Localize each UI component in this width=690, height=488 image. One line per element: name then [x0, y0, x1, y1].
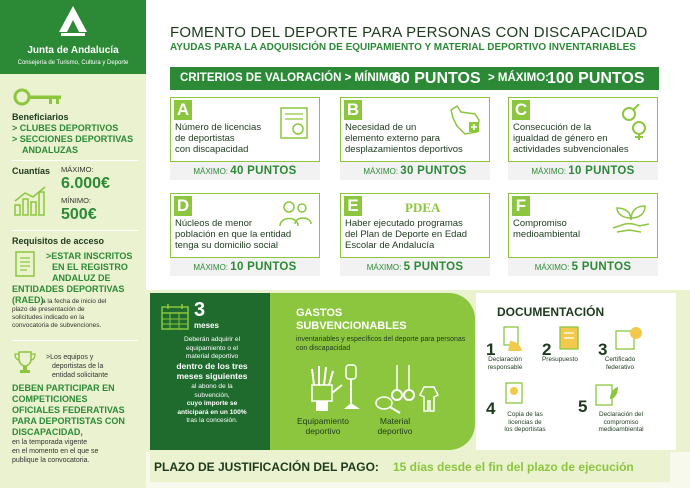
- requisito2-bold: DEBEN PARTICIPAR EN: [12, 383, 115, 393]
- requisito-line: >ESTAR INSCRITOS: [46, 251, 133, 261]
- card-body: [340, 193, 490, 258]
- gastos-item-equipamiento: Equipamiento deportivo: [297, 416, 349, 436]
- beneficiario-item: > CLUBES DEPORTIVOS: [12, 123, 119, 133]
- footer-banner: [150, 452, 670, 482]
- criterion-card-e: [340, 193, 490, 276]
- card-points: MÁXIMO: 10 PUNTOS: [193, 261, 297, 273]
- card-points: MÁXIMO: 40 PUNTOS: [193, 165, 297, 177]
- brand-name: Junta de Andalucía: [27, 45, 119, 56]
- plazo-panel: [150, 293, 270, 450]
- criteria-minimo: 60 PUNTOS: [392, 70, 481, 87]
- divider: [12, 160, 138, 161]
- criterion-card-b: [340, 97, 490, 180]
- footer-label: PLAZO DE JUSTIFICACIÓN DEL PAGO:: [154, 460, 379, 474]
- card-letter: C: [512, 100, 530, 120]
- requisito-line: (RAED): [12, 295, 44, 305]
- documentacion-panel: [476, 293, 676, 450]
- bar-chart-icon: [13, 185, 49, 217]
- requisito2-detail: >Los equipos y: [46, 354, 94, 361]
- budget-icon: [558, 325, 582, 351]
- requisitos-title: Requisitos de acceso: [12, 236, 105, 246]
- divider: [12, 230, 138, 231]
- card-description: Necesidad de un elemento externo para desplazamientos deportivos: [345, 122, 463, 155]
- junta-logo-icon: [59, 6, 87, 36]
- requisito2-bold: OFICIALES FEDERATIVAS: [12, 405, 125, 415]
- beneficiarios-title: Beneficiarios: [12, 112, 69, 122]
- criterion-card-c: [508, 97, 658, 180]
- criterion-card-a: [170, 97, 320, 180]
- requisito-detail: plazo de presentación de: [12, 306, 85, 313]
- calendar-icon: [160, 303, 190, 331]
- card-body: [170, 193, 320, 258]
- criterion-card-d: [170, 193, 320, 276]
- card-letter: D: [174, 196, 192, 216]
- brand-department: Consejería de Turismo, Cultura y Deporte: [17, 60, 129, 66]
- criteria-label: CRITERIOS DE VALORACIÓN > MÍNIMO:: [180, 72, 402, 84]
- card-points: MÁXIMO: 10 PUNTOS: [531, 165, 635, 177]
- criteria-maximo: 100 PUNTOS: [547, 70, 645, 87]
- card-description: Número de licencias de deportistas con discapacidad: [175, 122, 262, 155]
- beneficiario-item: ANDALUZAS: [22, 145, 78, 155]
- license-copy-icon: [504, 381, 526, 407]
- requisito-line: ENTIDADES DEPORTIVAS: [12, 284, 125, 294]
- footer-value: 15 días desde el fin del plazo de ejecución: [393, 460, 634, 474]
- doc-label: Certificado federativo: [604, 356, 636, 371]
- plazo-number: 3: [194, 299, 206, 321]
- card-body: [340, 97, 490, 162]
- requisito-detail: convocatoria de subvenciones.: [12, 322, 102, 329]
- criterion-card-f: [508, 193, 658, 276]
- page-subtitle: AYUDAS PARA LA ADQUISICIÓN DE EQUIPAMIENTO Y MATERIAL DEPORTIVO INVENTARIABLES: [170, 42, 636, 53]
- trophy-icon: [13, 349, 37, 375]
- maximo-label: MÁXIMO:: [61, 165, 94, 174]
- doc-number: 2: [542, 340, 552, 359]
- document-hand-icon: [502, 325, 524, 353]
- card-description: Compromiso medioambiental: [513, 218, 581, 240]
- pdea-badge: PDEA: [405, 200, 441, 215]
- gastos-item-material: Material deportivo: [377, 416, 413, 436]
- documentacion-title: DOCUMENTACIÓN: [497, 305, 605, 319]
- environmental-commitment-icon: [594, 381, 620, 407]
- card-letter: B: [344, 100, 362, 120]
- gastos-panel: [270, 293, 475, 450]
- plant-hands-icon: [611, 200, 651, 234]
- sidebar: [0, 0, 146, 488]
- doc-number: 4: [486, 399, 496, 418]
- requisito2-detail: deportistas de la: [52, 363, 104, 370]
- criteria-banner: [170, 67, 659, 90]
- card-description: Núcleos de menor población en que la entidad tenga su domicilio social: [175, 218, 292, 251]
- requisito2-bold: PARA DEPORTISTAS CON: [12, 416, 125, 426]
- maximo-value: 6.000€: [61, 175, 110, 192]
- registry-book-icon: [13, 250, 37, 278]
- doc-label: Copia de las licencias de los deportistas: [504, 411, 546, 434]
- prosthetic-leg-icon: [340, 363, 362, 413]
- criteria-maximo-label: > MÁXIMO:: [488, 72, 550, 84]
- requisito2-tail: en la temporada vigente: [12, 439, 88, 446]
- requisito-detail: a la fecha de inicio del: [42, 298, 107, 305]
- brand-header: [0, 0, 146, 74]
- card-letter: F: [512, 196, 530, 216]
- card-description: Consecución de la igualdad de género en actividades subvencionales: [513, 122, 629, 155]
- doc-label: Declaración del compromiso medioambiental: [598, 411, 644, 434]
- gender-symbols-icon: [617, 104, 651, 140]
- plazo-text: Deberán adquirir el equipamiento o el material deportivo dentro de los tres meses siguientes al abono de la subvención, cuyo importe se anticipará en un 100% tras la concesión.: [176, 336, 248, 425]
- card-description: Haber ejecutado programas del Plan de Deporte en Edad Escolar de Andalucía: [345, 218, 468, 251]
- racket-icon: [374, 395, 402, 415]
- gastos-title: GASTOS SUBVENCIONABLES: [296, 307, 407, 332]
- card-points: MÁXIMO: 5 PUNTOS: [366, 261, 464, 273]
- requisito2-detail: entidad solicitante: [52, 372, 109, 379]
- certificate-icon: [275, 104, 313, 142]
- card-body: [508, 97, 658, 162]
- card-letter: E: [344, 196, 362, 216]
- doc-number: 1: [486, 340, 496, 359]
- beneficiario-item: > SECCIONES DEPORTIVAS: [12, 134, 134, 144]
- requisito-detail: solicitudes indicado en la: [12, 314, 85, 321]
- plazo-unit: meses: [194, 321, 219, 330]
- cuantias-title: Cuantías: [12, 166, 51, 176]
- requisito2-bold: COMPETICIONES: [12, 394, 88, 404]
- people-icon: [277, 200, 313, 228]
- card-body: [170, 97, 320, 162]
- doc-label: Declaración responsable: [487, 356, 523, 371]
- requisito2-tail: en el momento en el que se: [12, 448, 99, 455]
- requisito-line: EN EL REGISTRO: [52, 262, 128, 272]
- doc-label: Presupuesto: [542, 356, 578, 363]
- doc-number: 5: [578, 397, 588, 416]
- divider: [12, 340, 138, 341]
- minimo-value: 500€: [61, 206, 97, 223]
- wetsuit-icon: [418, 385, 440, 413]
- guide-dog-icon: [445, 104, 483, 140]
- page-title: FOMENTO DEL DEPORTE PARA PERSONAS CON DISCAPACIDAD: [170, 24, 648, 41]
- requisito2-bold: DISCAPACIDAD,: [12, 427, 83, 437]
- requisito-line: ANDALUZ DE: [52, 273, 111, 283]
- card-letter: A: [174, 100, 192, 120]
- card-body: [508, 193, 658, 258]
- minimo-label: MÍNIMO:: [61, 196, 91, 205]
- doc-number: 3: [598, 340, 608, 359]
- requisito2-tail: publique la convocatoria.: [12, 457, 90, 464]
- key-icon: [13, 88, 63, 106]
- certificate-stamp-icon: [614, 325, 644, 351]
- gastos-subtitle: inventariables y específicos del deporte para personas con discapacidad: [296, 336, 466, 352]
- card-points: MÁXIMO: 5 PUNTOS: [534, 261, 632, 273]
- card-points: MÁXIMO: 30 PUNTOS: [363, 165, 467, 177]
